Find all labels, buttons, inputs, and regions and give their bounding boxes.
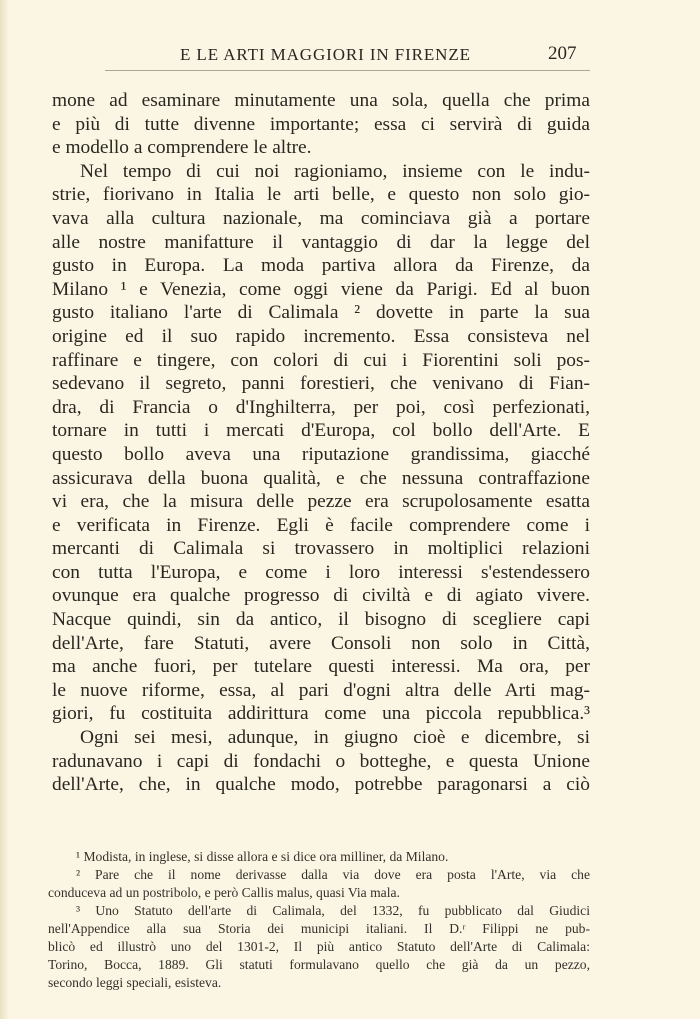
text-line: e più di tutte divenne importante; essa ci servirà di guida (52, 113, 590, 135)
text-line: vava alla cultura nazionale, ma cominciava già a portare (52, 207, 590, 229)
text-line: tornare in tutti i mercati d'Europa, col bollo dell'Arte. E (52, 420, 590, 442)
footnote-line: ² Pare che il nome derivasse dalla via dove era posta l'Arte, via che (76, 867, 590, 882)
footnote-line: Torino, Bocca, 1889. Gli statuti formulavano quello che già da un pezzo, (48, 957, 590, 972)
text-line: Milano ¹ e Venezia, come oggi viene da Parigi. Ed al buon (52, 278, 590, 300)
text-line: Nacque quindi, sin da antico, il bisogno di scegliere capi (52, 609, 590, 631)
footnotes (48, 848, 590, 992)
text-line: strie, fiorivano in Italia le arti belle, e questo non solo gio- (52, 184, 590, 206)
footnote-line: blicò ed illustrò uno del 1301-2, Il più antico Statuto dell'Arte di Calimala: (48, 939, 590, 954)
text-line: Nel tempo di cui noi ragioniamo, insieme con le indu- (80, 160, 590, 182)
footnote-line: ¹ Modista, in inglese, si disse allora e si dice ora milliner, da Milano. (76, 849, 449, 864)
page-number: 207 (548, 43, 577, 64)
text-line: gusto italiano l'arte di Calimala ² dovette in parte la sua (52, 302, 590, 324)
text-line: sedevano il segreto, panni forestieri, che venivano di Fian- (52, 373, 590, 395)
text-line: questo bollo aveva una riputazione grandissima, giacché (52, 443, 590, 465)
page-spine-shadow (0, 0, 9, 1019)
text-line: giori, fu costituita addirittura come una piccola repubblica.³ (52, 703, 590, 725)
text-line: alle nostre manifatture il vantaggio di dar la legge del (52, 231, 590, 253)
text-line: radunavano i capi di fondachi o botteghe, e questa Unione (52, 750, 590, 772)
text-line: origine ed il suo rapido incremento. Essa consisteva nel (52, 325, 590, 347)
text-line: assicurava della buona qualità, e che nessuna contraffazione (52, 467, 590, 489)
text-line: Ogni sei mesi, adunque, in giugno cioè e dicembre, si (80, 727, 590, 749)
footnote-line: ³ Uno Statuto dell'arte di Calimala, del 1332, fu pubblicato dal Giudici (76, 903, 590, 918)
text-line: e verificata in Firenze. Egli è facile comprendere come i (52, 514, 590, 536)
text-line: gusto in Europa. La moda partiva allora da Firenze, da (52, 255, 590, 277)
text-line: ma anche fuori, per tutelare questi interessi. Ma ora, per (52, 656, 590, 678)
text-line: le nuove riforme, essa, al pari d'ogni altra delle Arti mag- (52, 679, 590, 701)
header-rule (105, 70, 590, 71)
text-line: raffinare e tingere, con colori di cui i Fiorentini soli pos- (52, 349, 590, 371)
running-head: E LE ARTI MAGGIORI IN FIRENZE (180, 45, 471, 64)
text-line: e modello a comprendere le altre. (52, 137, 312, 159)
main-text (52, 89, 590, 797)
text-line: dra, di Francia o d'Inghilterra, per poi, così perfezionati, (52, 396, 590, 418)
text-line: ovunque era qualche progresso di civiltà e di agiato vivere. (52, 585, 590, 607)
text-line: dell'Arte, che, in qualche modo, potrebbe paragonarsi a ciò (52, 774, 590, 796)
text-line: dell'Arte, fare Statuti, avere Consoli non solo in Città, (52, 632, 590, 654)
page-header (0, 40, 700, 70)
footnote-line: conduceva ad un postribolo, e però Callis malus, quasi Via mala. (48, 885, 400, 900)
text-line: vi era, che la misura delle pezze era scrupolosamente esatta (52, 491, 590, 513)
footnote-line: secondo leggi speciali, esisteva. (48, 975, 222, 990)
text-line: mercanti di Calimala si trovassero in moltiplici relazioni (52, 538, 590, 560)
text-line: mone ad esaminare minutamente una sola, quella che prima (52, 90, 590, 111)
footnote-line: nell'Appendice alla sua Storia dei municipi italiani. Il D.ʳ Filippi ne pub- (48, 921, 590, 936)
text-line: con tutta l'Europa, e come i loro interessi s'estendessero (52, 561, 590, 583)
